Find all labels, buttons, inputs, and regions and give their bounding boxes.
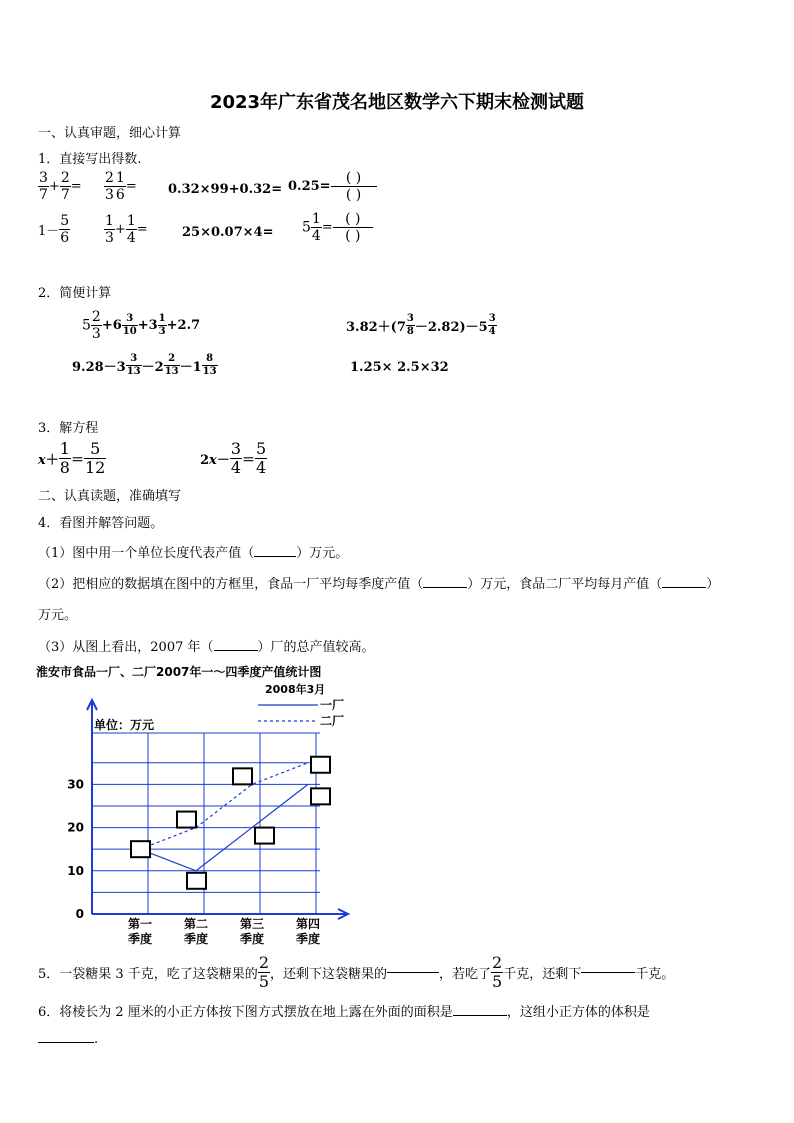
q2-expr-2: 3.82＋(7 $\frac{3}{8}$ －2.82)－5 $\frac{3}{4}$ bbox=[346, 313, 496, 337]
q2-expr-1: 5 $\frac{2}{3}$ +6 $\frac{3}{10}$ +3 $\frac{1}{3}$ +2.7 bbox=[82, 309, 201, 342]
production-line-chart bbox=[30, 660, 400, 950]
q1-item-5: 1－ $\frac{5}{6}$ bbox=[38, 213, 70, 246]
q1-item-8: 5 $\frac{1}{4}$ = $\frac{( )}{( )}$ bbox=[302, 212, 373, 243]
q3-equation-1: x＋ $\frac{1}{8}$ ＝ $\frac{5}{12}$ bbox=[38, 439, 106, 477]
question-6: 6．将棱长为 2 厘米的小正方体按下图方式摆放在地上露在外面的面积是 ，这组小正方体的体积是 bbox=[38, 1005, 650, 1020]
page-title: 2023年广东省茂名地区数学六下期末检测试题 bbox=[209, 92, 585, 113]
question-5: 5．一袋糖果 3 千克，吃了这袋糖果的 $\frac{2}{5}$ ，还剩下这袋糖果的 ，若吃了 $\frac{2}{5}$ 千克，还剩下 千克。 bbox=[38, 953, 675, 991]
chart-x-tick-labels bbox=[128, 916, 320, 946]
legend-label-2: 二厂 bbox=[320, 714, 345, 728]
chart-data-boxes bbox=[131, 757, 330, 889]
data-value-box bbox=[233, 768, 252, 784]
q3-equation-2: 2x－ $\frac{3}{4}$ ＝ $\frac{5}{4}$ bbox=[200, 439, 267, 477]
y-tick-label: 10 bbox=[67, 863, 84, 878]
chart-y-tick-labels bbox=[67, 777, 84, 921]
q2-expr-4: 1.25× 2.5×32 bbox=[350, 360, 449, 375]
question-4-label: 4．看图并解答问题。 bbox=[38, 516, 164, 531]
q1-item-3: 0.32×99+0.32= bbox=[168, 182, 283, 197]
data-value-box bbox=[177, 812, 196, 828]
legend-label-1: 一厂 bbox=[320, 698, 345, 712]
q4-sub-2: （2）把相应的数据填在图中的方框里，食品一厂平均每季度产值（ ）万元，食品二厂平均每月产值（ ） bbox=[38, 577, 720, 592]
q1-item-6: $\frac{1}{3}$ + $\frac{1}{4}$ = bbox=[105, 213, 148, 246]
data-value-box bbox=[311, 757, 330, 773]
q4-sub-2-cont: 万元。 bbox=[38, 608, 78, 623]
chart-subtitle: 2008年3月 bbox=[265, 683, 326, 696]
y-tick-label: 20 bbox=[67, 820, 84, 835]
q4-sub-1: （1）图中用一个单位长度代表产值（ ）万元。 bbox=[38, 546, 349, 561]
x-tick-label: 第四 bbox=[295, 917, 321, 931]
x-tick-label: 第三 bbox=[239, 917, 265, 931]
y-tick-label: 30 bbox=[67, 777, 84, 792]
chart-legend bbox=[258, 698, 344, 728]
x-tick-label: 第一 bbox=[127, 917, 153, 931]
question-6-cont: . bbox=[38, 1032, 98, 1047]
q1-item-4: 0.25= $\frac{( )}{( )}$ bbox=[288, 171, 377, 202]
q1-item-7: 25×0.07×4= bbox=[182, 225, 274, 240]
q4-sub-3: （3）从图上看出，2007 年（ ）厂的总产值较高。 bbox=[38, 640, 375, 655]
section-1-heading: 一、认真审题，细心计算 bbox=[38, 126, 182, 141]
x-tick-label: 季度 bbox=[295, 932, 321, 946]
data-value-box bbox=[187, 873, 206, 889]
x-tick-label: 季度 bbox=[239, 932, 265, 946]
q1-item-2: $\frac{2}{3}$ $\frac{1}{6}$ = bbox=[105, 170, 137, 203]
x-tick-label: 季度 bbox=[127, 932, 153, 946]
chart-unit-label: 单位：万元 bbox=[94, 718, 155, 732]
question-1-label: 1．直接写出得数. bbox=[38, 152, 142, 167]
q2-expr-3: 9.28－3 $\frac{3}{13}$ －2 $\frac{2}{13}$ －1 $\frac{8}{13}$ bbox=[72, 353, 217, 377]
chart-series-lines bbox=[140, 763, 308, 871]
x-tick-label: 季度 bbox=[183, 932, 209, 946]
section-2-heading: 二、认真读题，准确填写 bbox=[38, 489, 182, 504]
data-value-box bbox=[311, 788, 330, 804]
data-value-box bbox=[255, 828, 274, 844]
chart-title: 淮安市食品一厂、二厂2007年一～四季度产值统计图 bbox=[36, 665, 322, 679]
q1-item-1: $\frac{3}{7}$ + $\frac{2}{7}$ = bbox=[39, 170, 82, 203]
question-2-label: 2．简便计算 bbox=[38, 286, 112, 301]
y-tick-label: 0 bbox=[75, 907, 84, 921]
data-value-box bbox=[131, 841, 150, 857]
question-3-label: 3．解方程 bbox=[38, 421, 99, 436]
x-tick-label: 第二 bbox=[183, 917, 209, 931]
